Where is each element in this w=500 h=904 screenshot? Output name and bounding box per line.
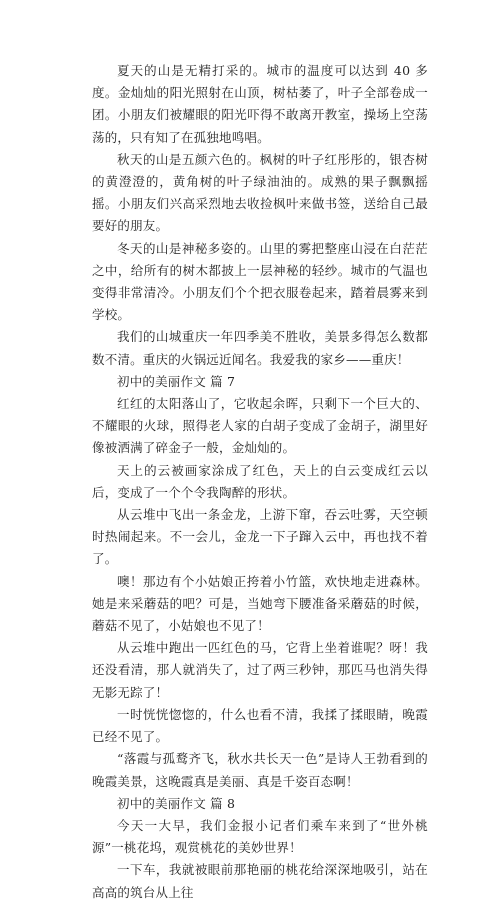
paragraph-chongqing-conclusion: 我们的山城重庆一年四季美不胜收，美景多得怎么数都数不清。重庆的火锅远近闻名。我爱我的家乡——重庆！: [92, 329, 428, 367]
paragraph-little-girl: 噢！那边有个小姑娘正挎着小竹篮，欢快地走进森林。她是来采蘑菇的吧？可是，当她弯下腰准备采蘑菇的时候，蘑菇不见了，小姑娘也不见了！: [92, 573, 428, 634]
paragraph-autumn-mountain: 秋天的山是五颜六色的。枫树的叶子红彤彤的，银杏树的黄澄澄的，黄角树的叶子绿油油的。成熟的果子飘飘摇摇。小朋友们兴高采烈地去收捡枫叶来做书签，送给自己最要好的朋友。: [92, 151, 428, 234]
paragraph-peach-blossoms: 一下车，我就被眼前那艳丽的桃花给深深地吸引，站在高高的筑台从上往: [92, 862, 428, 900]
paragraph-red-clouds: 天上的云被画家涂成了红色，天上的白云变成红云以后，变成了一个个令我陶醉的形状。: [92, 462, 428, 500]
paragraph-winter-mountain: 冬天的山是神秘多姿的。山里的雾把整座山浸在白茫茫之中，给所有的树木都披上一层神秘的轻纱。城市的气温也变得非常清冷。小朋友们个个把衣服卷起来，踏着晨雾来到学校。: [92, 240, 428, 323]
section-heading-8: 初中的美丽作文 篇 8: [117, 795, 236, 811]
document-body: [92, 60, 428, 904]
paragraph-red-horse: 从云堆中跑出一匹红色的马，它背上坐着谁呢？呀！我还没看清，那人就消失了，过了两三秒钟，那匹马也消失得无影无踪了！: [92, 640, 428, 700]
paragraph-sunset: 红红的太阳落山了，它收起余晖，只剩下一个巨大的、不耀眼的火球，照得老人家的白胡子变成了金胡子，湖里好像被洒满了碎金子一般，金灿灿的。: [92, 396, 428, 456]
paragraph-golden-dragon: 从云堆中飞出一条金龙，上游下窜，吞云吐雾，天空顿时热闹起来。不一会儿，金龙一下子蹿入云中，再也找不着了。: [92, 507, 428, 567]
paragraph-glow-vanished: 一时恍恍惚惚的，什么也看不清，我揉了揉眼睛，晚霞已经不见了。: [92, 706, 428, 745]
paragraph-poem-quote: “落霞与孤鹜齐飞，秋水共长天一色”是诗人王勃看到的晚霞美景，这晚霞真是美丽、真是千姿百态啊！: [92, 751, 428, 789]
section-heading-7: 初中的美丽作文 篇 7: [117, 373, 236, 389]
paragraph-peach-garden-trip: 今天一大早，我们金报小记者们乘车来到了“世外桃源”一桃花坞，观赏桃花的美妙世界！: [92, 817, 428, 856]
paragraph-summer-mountain: 夏天的山是无精打采的。城市的温度可以达到 40 多度。金灿灿的阳光照射在山顶，树枯萎了，叶子全部卷成一团。小朋友们被耀眼的阳光吓得不敢离开教室，操场上空荡荡的，只有知了在孤独地鸣唱。: [92, 63, 428, 145]
